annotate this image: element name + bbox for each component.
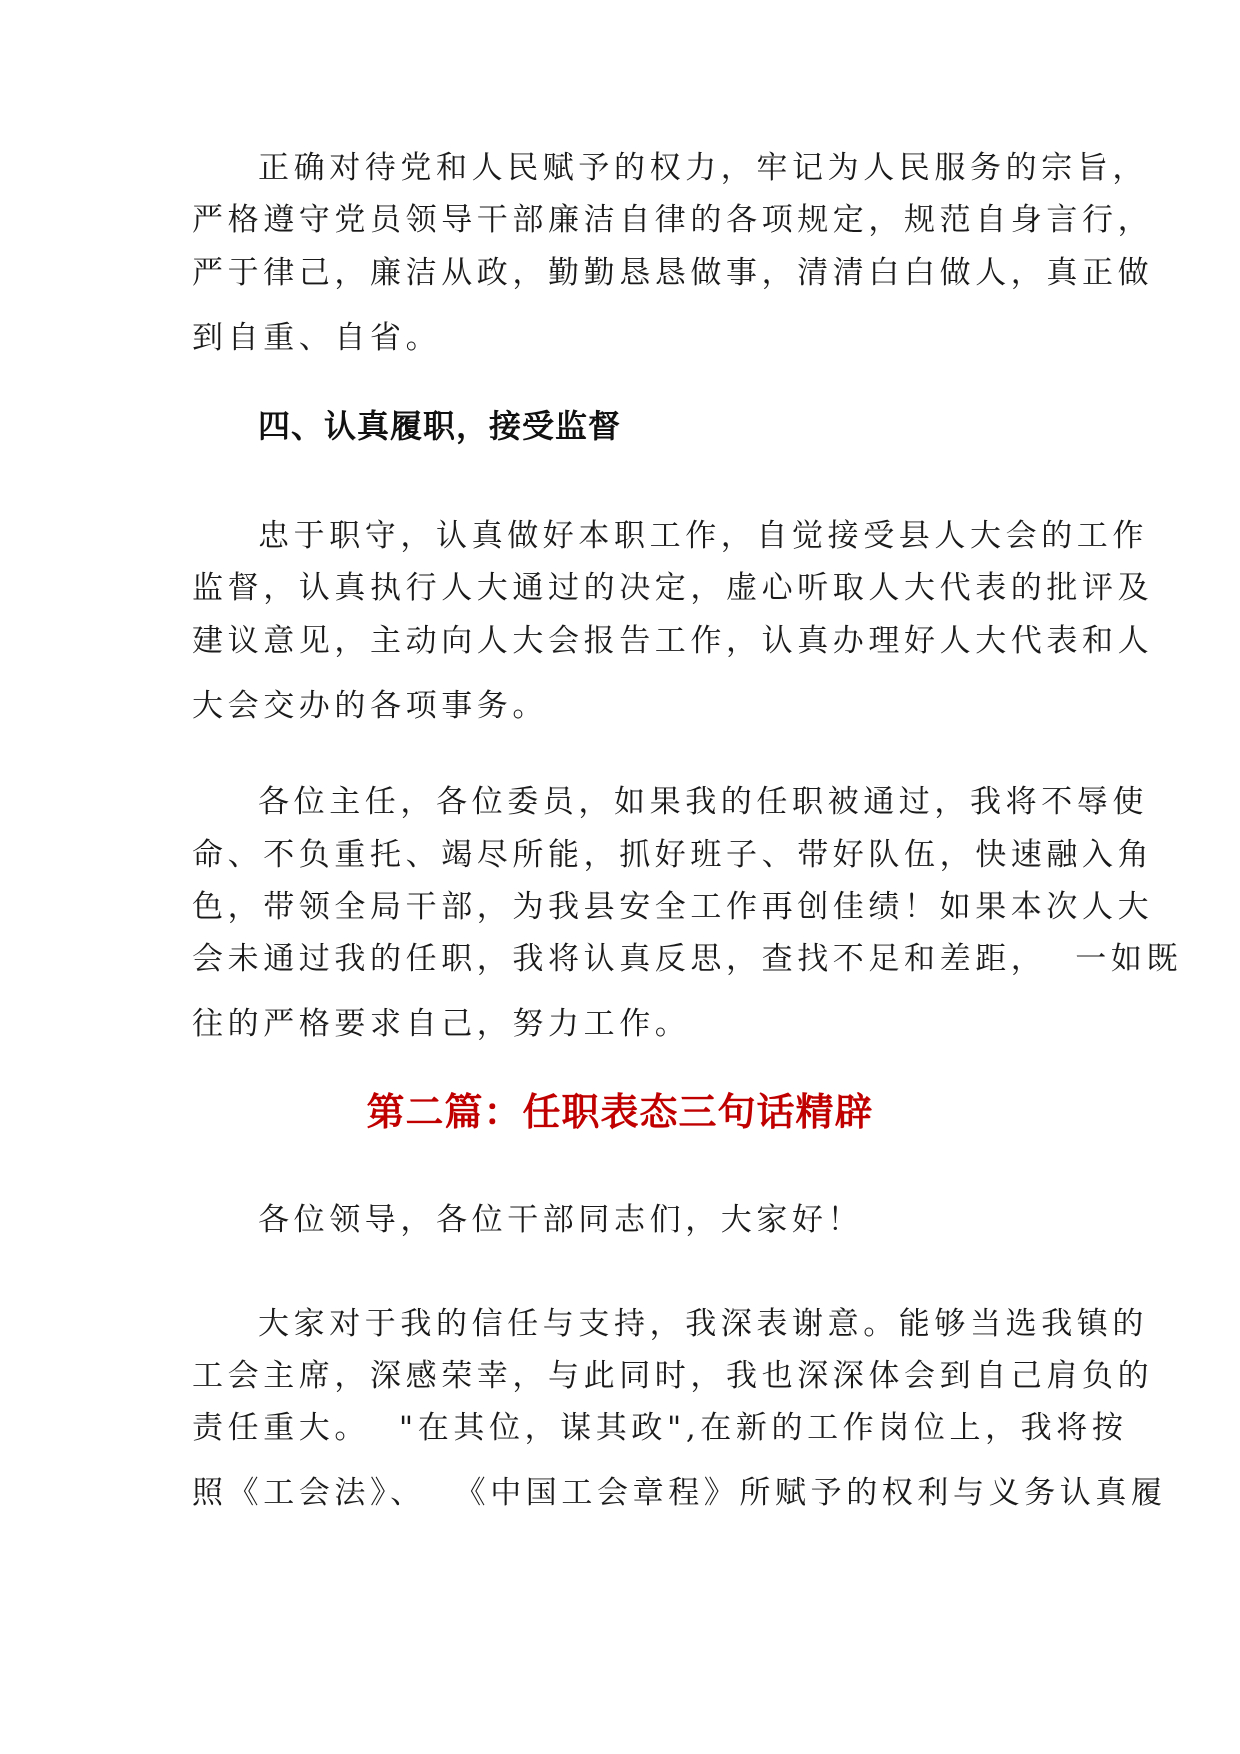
- paragraph-1-line-4: 到自重、自省。: [192, 320, 442, 356]
- paragraph-3-line-1: 各位主任，各位委员，如果我的任职被通过，我将不辱使: [258, 784, 1148, 820]
- greeting: 各位领导，各位干部同志们，大家好！: [258, 1202, 864, 1238]
- paragraph-3-line-5: 往的严格要求自己，努力工作。: [192, 1006, 691, 1042]
- paragraph-1-line-1: 正确对待党和人民赋予的权力，牢记为人民服务的宗旨，: [258, 150, 1148, 186]
- paragraph-2-line-1: 忠于职守，认真做好本职工作，自觉接受县人大会的工作: [258, 518, 1148, 554]
- chapter-title: 第二篇：任职表态三句话精辟: [366, 1090, 874, 1134]
- paragraph-4-line-4: 照《工会法》、 《中国工会章程》所赋予的权利与义务认真履: [192, 1475, 1167, 1511]
- paragraph-2-line-2: 监督，认真执行人大通过的决定，虚心听取人大代表的批评及: [192, 570, 1154, 606]
- paragraph-2-line-3: 建议意见，主动向人大会报告工作，认真办理好人大代表和人: [192, 623, 1154, 659]
- paragraph-3-line-4: 会未通过我的任职，我将认真反思，查找不足和差距， 一如既: [192, 941, 1183, 977]
- paragraph-4-line-1: 大家对于我的信任与支持，我深表谢意。能够当选我镇的: [258, 1306, 1148, 1342]
- paragraph-3-line-3: 色，带领全局干部，为我县安全工作再创佳绩！如果本次人大: [192, 889, 1154, 925]
- paragraph-3-line-2: 命、不负重托、竭尽所能，抓好班子、带好队伍，快速融入角: [192, 837, 1154, 873]
- paragraph-1-line-2: 严格遵守党员领导干部廉洁自律的各项规定，规范自身言行，: [192, 202, 1154, 238]
- paragraph-4-line-3: 责任重大。 "在其位，谋其政",在新的工作岗位上，我将按: [192, 1410, 1128, 1446]
- paragraph-4-line-2: 工会主席，深感荣幸，与此同时，我也深深体会到自己肩负的: [192, 1358, 1154, 1394]
- section-heading: 四、认真履职，接受监督: [258, 407, 622, 445]
- paragraph-2-line-4: 大会交办的各项事务。: [192, 688, 548, 724]
- paragraph-1-line-3: 严于律己，廉洁从政，勤勤恳恳做事，清清白白做人，真正做: [192, 255, 1154, 291]
